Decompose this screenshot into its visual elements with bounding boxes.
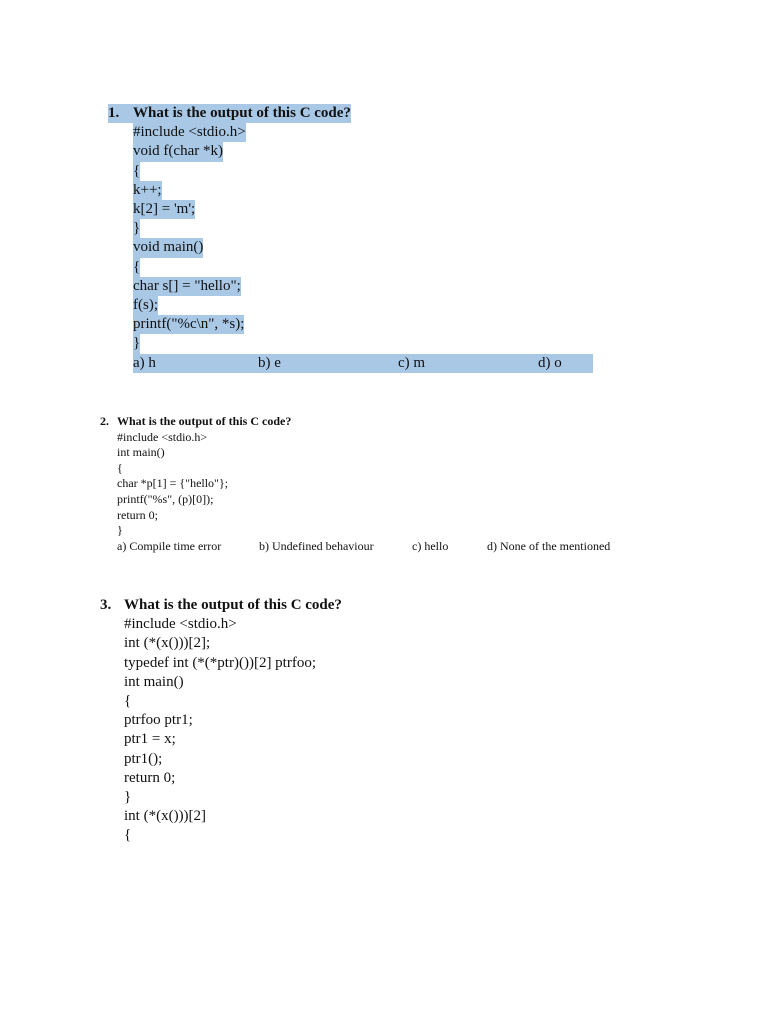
code-line: int (*(x()))[2] [124, 808, 207, 825]
code-line: int (*(x()))[2]; [124, 635, 211, 652]
option-c: c) m [398, 354, 426, 371]
question-3 [100, 596, 342, 846]
option-d: d) o [538, 354, 562, 371]
question-1-code [108, 123, 593, 353]
code-line: void f(char *k) [133, 142, 223, 161]
code-line: { [133, 258, 140, 277]
code-line: { [124, 693, 132, 710]
question-3-code [100, 615, 342, 845]
code-line: printf("%c\n", *s); [133, 315, 244, 334]
option-a: a) Compile time error [117, 538, 222, 553]
question-3-number: 3. [100, 597, 112, 613]
code-line: #include <stdio.h> [124, 616, 237, 633]
question-3-title [100, 596, 342, 615]
code-line: k++; [133, 181, 162, 200]
code-line: ptr1 = x; [124, 731, 176, 748]
code-line: #include <stdio.h> [117, 429, 208, 444]
question-2-title [100, 414, 291, 430]
code-line: char *p[1] = {"hello"}; [117, 476, 229, 491]
question-1-options [133, 354, 593, 373]
question-2-code [100, 430, 637, 539]
code-line: #include <stdio.h> [133, 123, 246, 142]
option-a: a) h [133, 354, 156, 371]
code-line: typedef int (*(*ptr)())[2] ptrfoo; [124, 654, 317, 671]
code-line: ptr1(); [124, 750, 163, 767]
code-line: int main() [124, 673, 184, 690]
code-line: printf("%s", (p)[0]); [117, 491, 214, 506]
code-line: } [133, 334, 140, 353]
question-1 [108, 104, 593, 373]
code-line: ptrfoo ptr1; [124, 712, 193, 729]
code-line: { [124, 827, 132, 844]
code-line: k[2] = 'm'; [133, 200, 195, 219]
code-line: f(s); [133, 296, 158, 315]
code-line: { [133, 162, 140, 181]
question-3-title-text: What is the output of this C code? [124, 597, 342, 613]
code-line: return 0; [124, 769, 176, 786]
question-1-number: 1. [108, 105, 120, 121]
option-b: b) e [258, 354, 281, 371]
option-c: c) hello [412, 538, 449, 553]
code-line: int main() [117, 445, 165, 460]
option-b: b) Undefined behaviour [259, 538, 374, 553]
question-2-title-text: What is the output of this C code? [117, 414, 292, 428]
code-line: char s[] = "hello"; [133, 277, 241, 296]
code-line: return 0; [117, 507, 158, 522]
code-line: } [133, 219, 140, 238]
code-line: void main() [133, 238, 203, 257]
option-d: d) None of the mentioned [487, 538, 611, 553]
question-1-title-text: What is the output of this C code? [133, 105, 351, 121]
question-2 [100, 414, 637, 555]
code-line: } [124, 789, 132, 806]
code-line: } [117, 523, 123, 538]
question-2-number: 2. [100, 414, 109, 428]
question-1-title [108, 104, 351, 123]
question-2-options [117, 539, 637, 555]
code-line: { [117, 460, 123, 475]
